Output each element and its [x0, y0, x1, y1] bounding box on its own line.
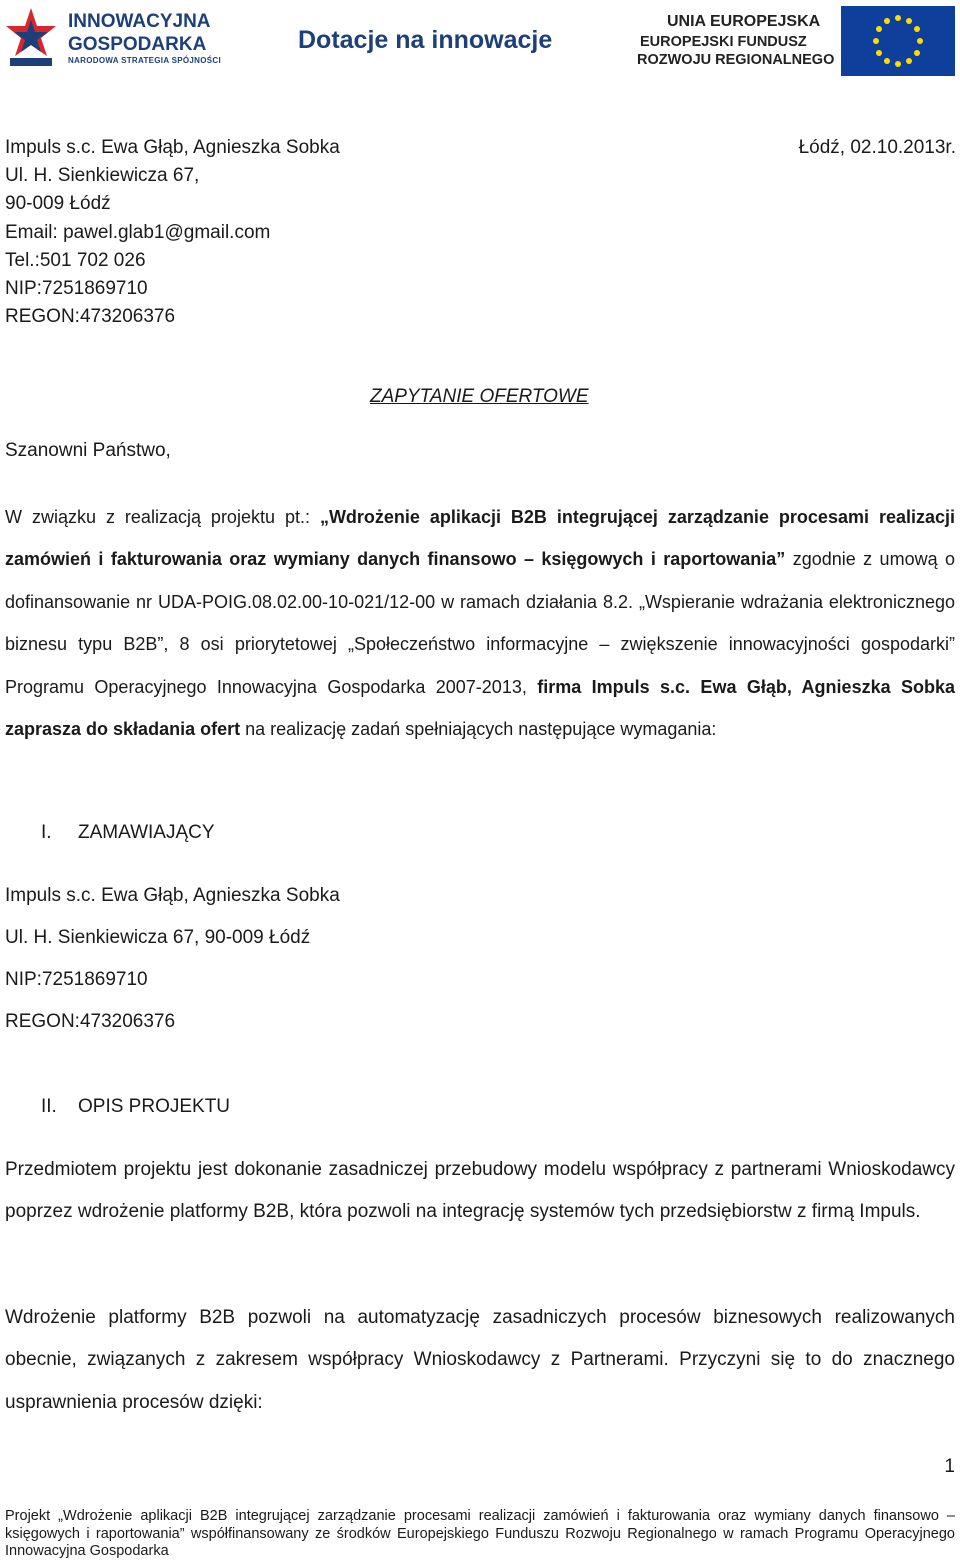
section-1-title: ZAMAWIAJĄCY	[78, 822, 215, 843]
eu-flag-icon	[841, 6, 955, 76]
company-invitation: firma Impuls s.c. Ewa Głąb, Agnieszka Sobka zaprasza do składania ofert	[5, 676, 955, 740]
document-date: Łódź, 02.10.2013r.	[798, 137, 956, 158]
sender-name: Impuls s.c. Ewa Głąb, Agnieszka Sobka	[5, 137, 340, 158]
sender-nip: NIP:7251869710	[5, 278, 148, 300]
document-title: ZAPYTANIE OFERTOWE	[370, 386, 589, 407]
eu-line-3: ROZWOJU REGIONALNEGO	[637, 52, 835, 68]
orderer-name: Impuls s.c. Ewa Głąb, Agnieszka Sobka	[5, 885, 340, 906]
project-description-1: Przedmiotem projektu jest dokonanie zasadniczej przebudowy modelu współpracy z partnerami Wnioskodawcy poprzez wdrożenie platformy B2B, która pozwoli na integrację systemów tych przedsiębiorstw z firmą Impuls.	[5, 1159, 955, 1223]
eu-line-1: UNIA EUROPEJSKA	[667, 13, 821, 30]
sender-address	[5, 134, 340, 331]
sender-phone: Tel.:501 702 026	[5, 249, 146, 271]
logo-line-1: INNOWACYJNA	[68, 11, 211, 32]
project-title: „Wdrożenie aplikacji B2B integrującej zarządzanie procesami realizacji zamówień i fakturowania oraz wymiany danych finansowo – księgowych i raportowania”	[5, 507, 955, 570]
section-2-number: II.	[41, 1096, 57, 1117]
page-number: 1	[944, 1456, 955, 1477]
sender-street: Ul. H. Sienkiewicza 67,	[5, 165, 200, 187]
logo-line-3: NARODOWA STRATEGIA SPÓJNOŚCI	[68, 56, 222, 65]
section-1-number: I.	[41, 822, 52, 843]
page-header	[0, 0, 960, 80]
intro-paragraph	[5, 496, 955, 750]
intro-part-1: W związku z realizacją projektu pt.:	[5, 507, 320, 527]
sender-city: 90-009 Łódź	[5, 193, 111, 215]
header-center-title: Dotacje na innowacje	[298, 26, 553, 54]
orderer-regon: REGON:473206376	[5, 1011, 176, 1032]
logo-line-2: GOSPODARKA	[68, 34, 207, 55]
innowacyjna-gospodarka-logo-icon	[6, 6, 56, 68]
project-description-2: Wdrożenie platformy B2B pozwoli na automatyzację zasadniczych procesów biznesowych realizowanych obecnie, związanych z zakresem współpracy Wnioskodawcy z Partnerami. Przyczyni się to do znacznego usprawnienia procesów dzięki:	[5, 1307, 955, 1413]
sender-regon: REGON:473206376	[5, 306, 176, 328]
intro-part-3: zgodnie z umową o dofinansowanie nr UDA-POIG.08.02.00-10-021/12-00 w ramach działania 8.2. „Wspieranie wdrażania elektronicznego biznesu typu B2B”, 8 osi priorytetowej „Społeczeństwo informacyjne – zwiększenie innowacyjności gospodarki” Programu Operacyjnego Innowacyjna Gospodarka 2007-2013,	[5, 549, 956, 697]
orderer-address: Ul. H. Sienkiewicza 67, 90-009 Łódź	[5, 927, 311, 948]
sender-email: Email: pawel.glab1@gmail.com	[5, 221, 271, 243]
section-2-title: OPIS PROJEKTU	[78, 1096, 231, 1117]
salutation: Szanowni Państwo,	[5, 440, 171, 461]
eu-line-2: EUROPEJSKI FUNDUSZ	[640, 34, 807, 50]
intro-part-5: na realizację zadań spełniających następujące wymagania:	[240, 719, 717, 740]
footer-note: Projekt „Wdrożenie aplikacji B2B integrującej zarządzanie procesami realizacji zamówień i fakturowania oraz wymiany danych finansowo – księgowych i raportowania” współfinansowany ze środków Europejskiego Funduszu Rozwoju Regionalnego w ramach Programu Operacyjnego Innowacyjna Gospodarka	[5, 1508, 955, 1560]
orderer-nip: NIP:7251869710	[5, 969, 148, 990]
